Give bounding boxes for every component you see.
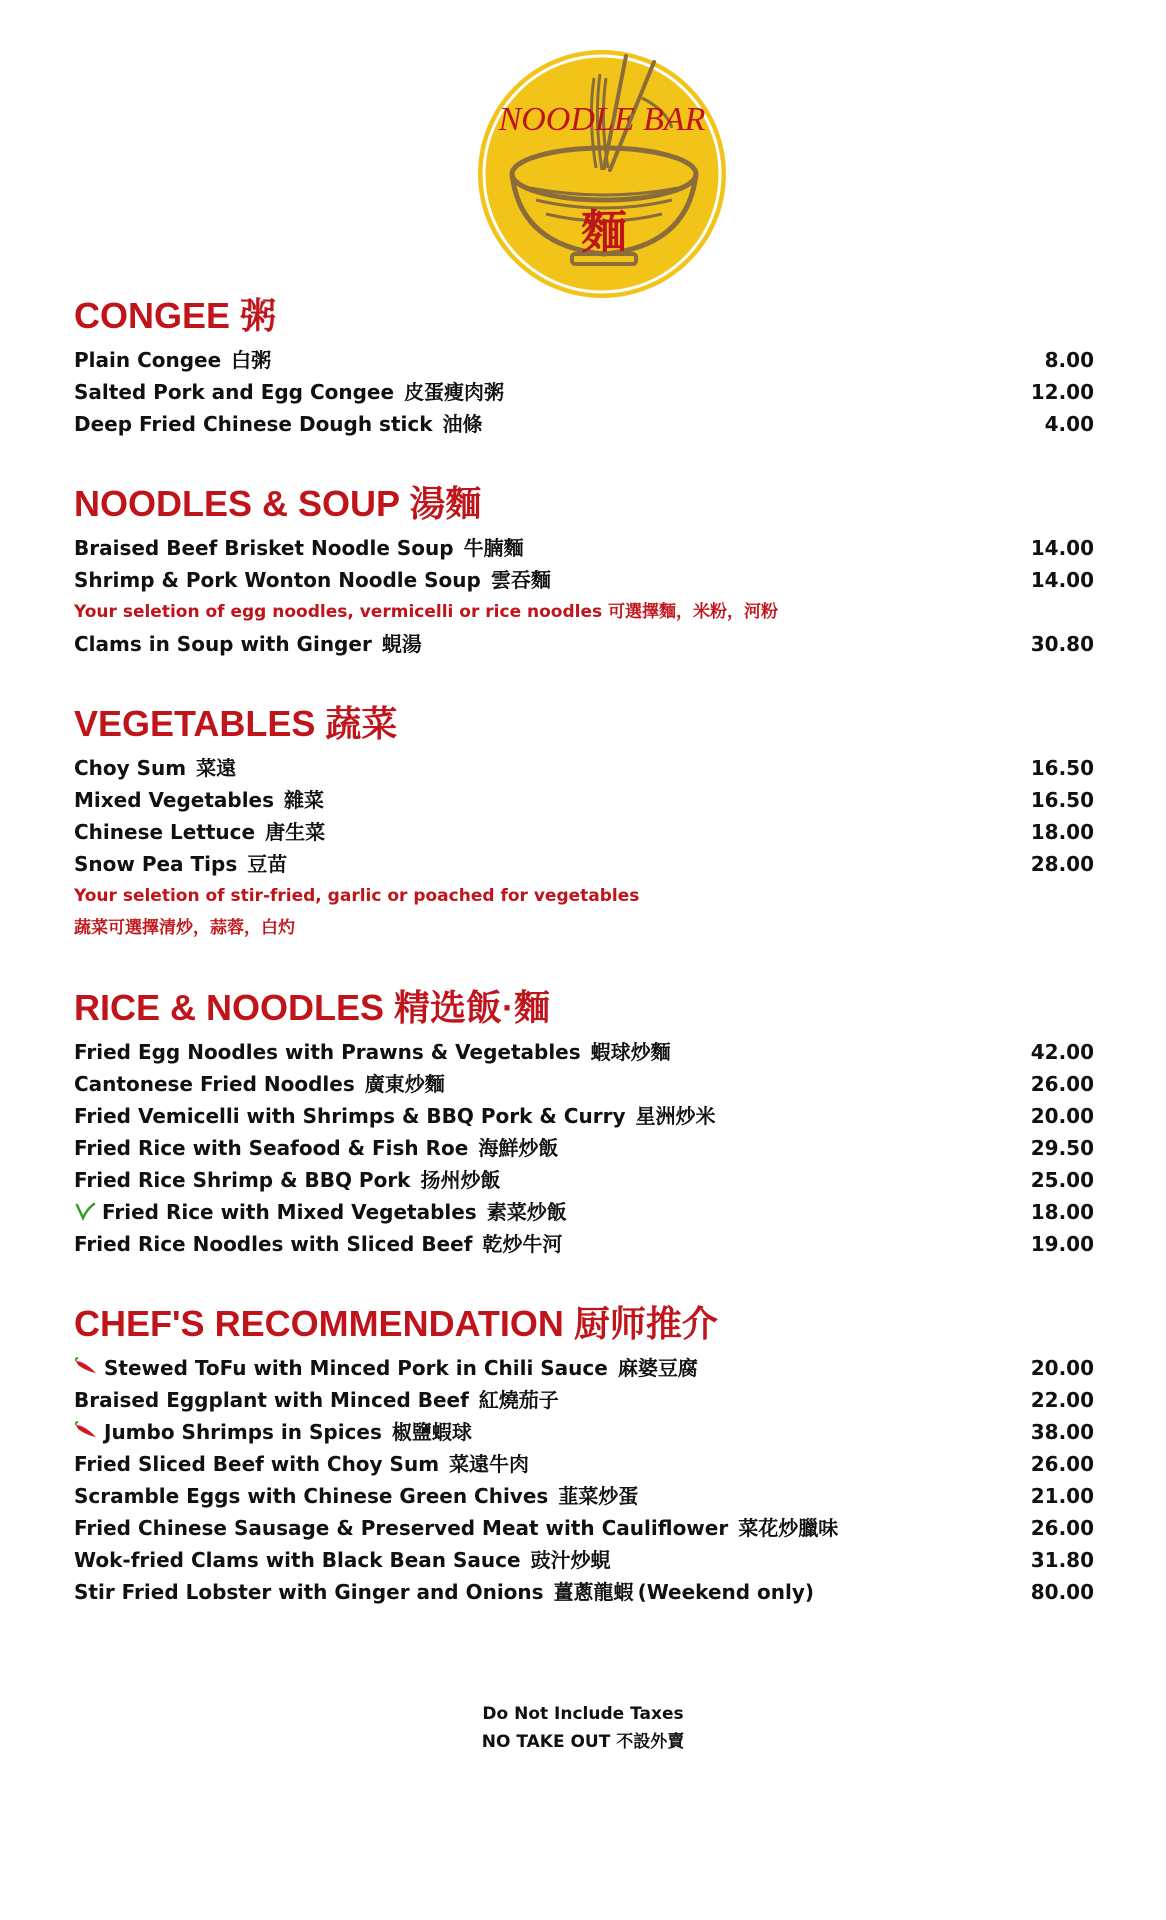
item-price: 14.00: [1030, 536, 1094, 560]
item-name-zh: 海鮮炒飯: [478, 1136, 559, 1160]
no-take-out-notice: NO TAKE OUT 不設外賣: [481, 1732, 685, 1752]
item-name: Mixed Vegetables: [74, 788, 275, 812]
item-name: Clams in Soup with Ginger: [74, 632, 372, 656]
item-name: Fried Sliced Beef with Choy Sum: [74, 1452, 440, 1476]
item-name-zh: 豉汁炒蜆: [530, 1548, 611, 1572]
item-name: Stir Fried Lobster with Ginger and Onions: [74, 1580, 544, 1604]
item-name-zh: 雜菜: [284, 788, 325, 812]
item-name: Fried Egg Noodles with Prawns & Vegetables: [74, 1040, 581, 1064]
item-name-zh: 麻婆豆腐: [617, 1356, 698, 1380]
item-name: Choy Sum: [74, 756, 187, 780]
item-name-zh: 紅燒茄子: [478, 1388, 559, 1412]
chili-pepper-icon: [74, 1418, 98, 1450]
item-name: Salted Pork and Egg Congee: [74, 380, 395, 404]
menu-item: [74, 564, 1094, 596]
item-name-zh: 乾炒牛河: [482, 1232, 563, 1256]
item-price: 30.80: [1030, 632, 1094, 656]
item-name: Deep Fried Chinese Dough stick: [74, 412, 433, 436]
item-price: 26.00: [1030, 1072, 1094, 1096]
item-name-zh: 白粥: [231, 348, 272, 372]
menu-item: [74, 1448, 1094, 1480]
vegetarian-leaf-icon: [74, 1198, 96, 1230]
section-vegetables: [74, 700, 1094, 944]
item-availability-note: (Weekend only): [637, 1580, 815, 1604]
item-name: Fried Vemicelli with Shrimps & BBQ Pork & Curry: [74, 1104, 626, 1128]
section-note: Your seletion of egg noodles, vermicelli or rice noodles 可選擇麵，米粉，河粉: [74, 602, 779, 622]
item-name-zh: 菜遠: [196, 756, 237, 780]
item-name-zh: 星洲炒米: [635, 1104, 716, 1128]
menu-item: [74, 408, 1094, 440]
item-name-zh: 椒鹽蝦球: [391, 1420, 472, 1444]
item-name: Snow Pea Tips: [74, 852, 238, 876]
item-name: Scramble Eggs with Chinese Green Chives: [74, 1484, 549, 1508]
item-name: Stewed ToFu with Minced Pork in Chili Sauce: [104, 1356, 608, 1380]
menu-item: [74, 376, 1094, 408]
section-noodles-soup: [74, 480, 1094, 660]
item-name-zh: 菜遠牛肉: [449, 1452, 530, 1476]
menu-item: [74, 628, 1094, 660]
item-price: 18.00: [1030, 820, 1094, 844]
menu-item: [74, 1544, 1094, 1576]
item-name-zh: 油條: [442, 412, 483, 436]
menu-item: [74, 532, 1094, 564]
chili-pepper-icon: [74, 1354, 98, 1386]
item-name: Wok-fried Clams with Black Bean Sauce: [74, 1548, 521, 1572]
menu-item: [74, 752, 1094, 784]
item-price: 26.00: [1030, 1452, 1094, 1476]
logo-text: NOODLE BAR: [498, 101, 706, 138]
item-price: 22.00: [1030, 1388, 1094, 1412]
item-name: Fried Rice Shrimp & BBQ Pork: [74, 1168, 411, 1192]
menu-item: [74, 1480, 1094, 1512]
item-price: 19.00: [1030, 1232, 1094, 1256]
item-name-zh: 蝦球炒麵: [590, 1040, 671, 1064]
item-price: 21.00: [1030, 1484, 1094, 1508]
item-name-zh: 牛腩麵: [463, 536, 524, 560]
item-name-zh: 皮蛋瘦肉粥: [404, 380, 505, 404]
item-price: 12.00: [1030, 380, 1094, 404]
menu-item: [74, 784, 1094, 816]
section-title: RICE & NOODLES 精选飯·麵: [74, 987, 551, 1028]
item-name: Fried Chinese Sausage & Preserved Meat with Cauliflower: [74, 1516, 729, 1540]
menu-item: [74, 1196, 1094, 1228]
section-title: CHEF'S RECOMMENDATION 厨师推介: [74, 1303, 718, 1344]
item-price: 42.00: [1030, 1040, 1094, 1064]
menu-item: [74, 1132, 1094, 1164]
item-price: 31.80: [1030, 1548, 1094, 1572]
item-price: 8.00: [1044, 348, 1094, 372]
item-name: Chinese Lettuce: [74, 820, 256, 844]
item-name: Fried Rice with Seafood & Fish Roe: [74, 1136, 469, 1160]
item-price: 18.00: [1030, 1200, 1094, 1224]
item-name: Cantonese Fried Noodles: [74, 1072, 355, 1096]
section-rice-noodles: [74, 984, 1094, 1260]
item-name: Braised Beef Brisket Noodle Soup: [74, 536, 454, 560]
menu-item: [74, 1036, 1094, 1068]
item-name-zh: 雲吞麵: [490, 568, 551, 592]
section-title: NOODLES & SOUP 湯麵: [74, 483, 482, 524]
section-note-zh: 蔬菜可選擇清炒，蒜蓉，白灼: [74, 918, 295, 938]
item-name-zh: 蜆湯: [381, 632, 422, 656]
item-price: 20.00: [1030, 1356, 1094, 1380]
item-name-zh: 豆苗: [247, 852, 288, 876]
item-price: 16.50: [1030, 756, 1094, 780]
menu: [74, 292, 1094, 1608]
logo-glyph: 麵: [581, 205, 627, 259]
menu-item: [74, 1416, 1094, 1448]
item-price: 25.00: [1030, 1168, 1094, 1192]
menu-item: [74, 1384, 1094, 1416]
item-price: 28.00: [1030, 852, 1094, 876]
item-name: Jumbo Shrimps in Spices: [104, 1420, 382, 1444]
item-price: 16.50: [1030, 788, 1094, 812]
item-name-zh: 薑蔥龍蝦: [553, 1580, 634, 1604]
menu-item: [74, 1068, 1094, 1100]
menu-item: [74, 1512, 1094, 1544]
section-chefs-recommendation: [74, 1300, 1094, 1608]
item-name: Braised Eggplant with Minced Beef: [74, 1388, 469, 1412]
item-name-zh: 廣東炒麵: [364, 1072, 445, 1096]
menu-item: [74, 1100, 1094, 1132]
item-name-zh: 唐生菜: [265, 820, 326, 844]
item-price: 20.00: [1030, 1104, 1094, 1128]
menu-item: [74, 1164, 1094, 1196]
item-name: Fried Rice with Mixed Vegetables: [102, 1200, 477, 1224]
menu-item: [74, 1228, 1094, 1260]
item-name-zh: 素菜炒飯: [486, 1200, 567, 1224]
item-price: 4.00: [1044, 412, 1094, 436]
item-name: Shrimp & Pork Wonton Noodle Soup: [74, 568, 481, 592]
tax-notice: Do Not Include Taxes: [482, 1704, 684, 1724]
noodle-bar-logo: [476, 48, 728, 300]
item-name-zh: 韮菜炒蛋: [558, 1484, 639, 1508]
item-name: Plain Congee: [74, 348, 222, 372]
menu-item: [74, 1352, 1094, 1384]
item-price: 29.50: [1030, 1136, 1094, 1160]
item-price: 38.00: [1030, 1420, 1094, 1444]
menu-item: [74, 344, 1094, 376]
section-note: Your seletion of stir-fried, garlic or poached for vegetables: [74, 886, 640, 906]
item-price: 26.00: [1030, 1516, 1094, 1540]
item-price: 14.00: [1030, 568, 1094, 592]
menu-item: [74, 1576, 1094, 1608]
item-price: 80.00: [1030, 1580, 1094, 1604]
menu-item: [74, 816, 1094, 848]
footer: [0, 1700, 1166, 1756]
item-name-zh: 扬州炒飯: [420, 1168, 501, 1192]
section-title: VEGETABLES 蔬菜: [74, 703, 398, 744]
item-name: Fried Rice Noodles with Sliced Beef: [74, 1232, 473, 1256]
section-congee: [74, 292, 1094, 440]
item-name-zh: 菜花炒臘味: [738, 1516, 839, 1540]
section-title: CONGEE 粥: [74, 295, 277, 336]
menu-item: [74, 848, 1094, 880]
